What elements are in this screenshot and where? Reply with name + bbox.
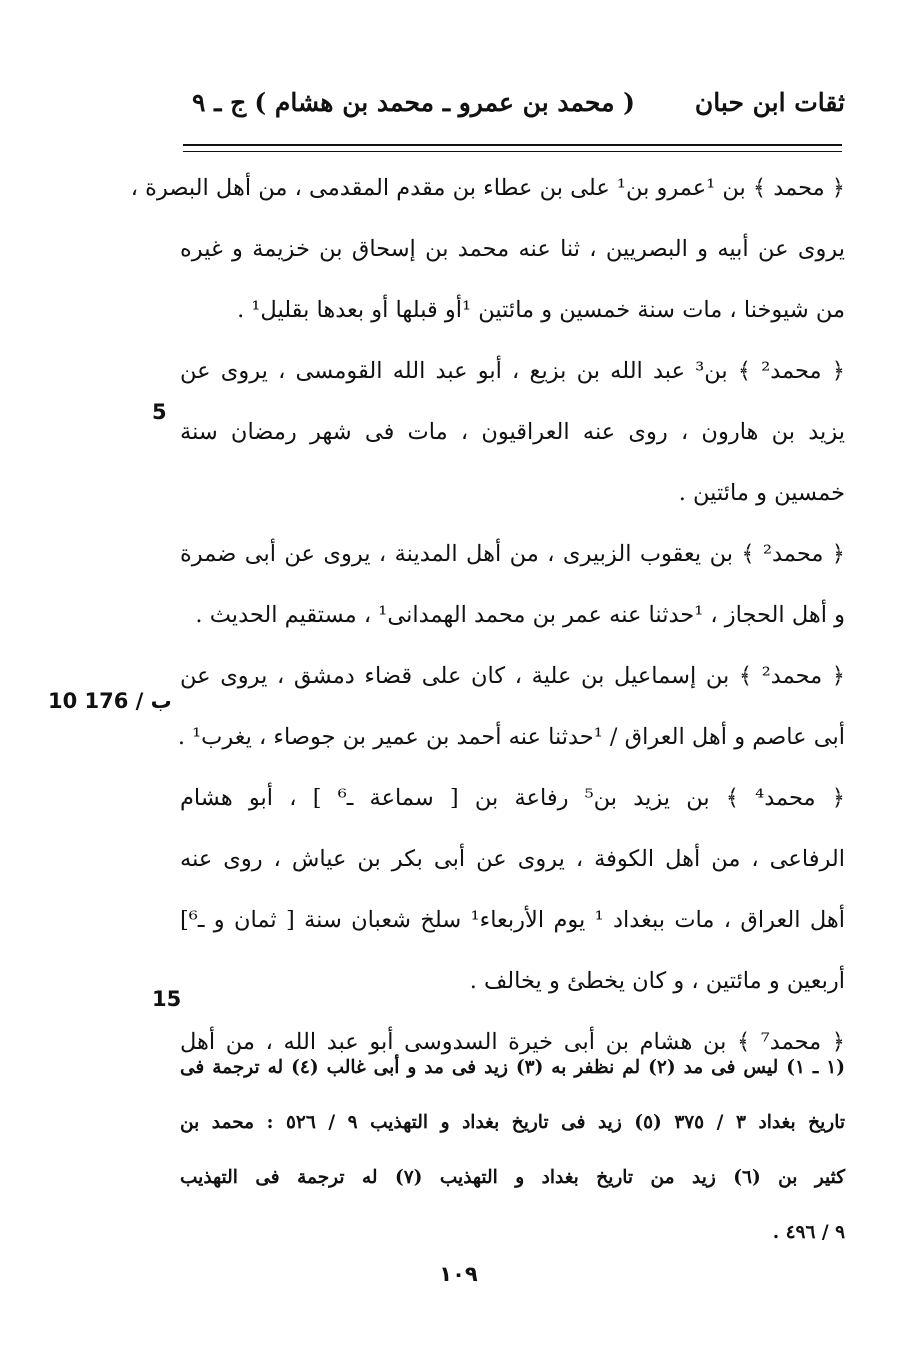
page-number: ١٠٩ bbox=[439, 1262, 478, 1286]
text-line: من شيوخنا ، مات سنة خمسين و مائتين ¹أو قبلها أو بعدها بقليل¹ . bbox=[237, 297, 845, 323]
footnote-line: تاريخ بغداد ٣ / ٣٧٥ (٥) زيد فى تاريخ بغداد و التهذيب ٩ / ٥٢٦ : محمد بن bbox=[180, 1112, 845, 1133]
text-line: و أهل الحجاز ، ¹حدثنا عنه عمر بن محمد الهمدانى¹ ، مستقيم الحديث . bbox=[195, 602, 845, 628]
text-line: الرفاعى ، من أهل الكوفة ، يروى عن أبى بكر بن عياش ، روى عنه bbox=[180, 846, 845, 872]
section-range: ( محمد بن عمرو ـ محمد بن هشام ) bbox=[254, 88, 635, 117]
text-line: ﴿ محمد ﴾ بن ¹عمرو بن¹ على بن عطاء بن مقدم المقدمى ، من أهل البصرة ، bbox=[130, 175, 845, 201]
volume-label: ج ـ ٩ bbox=[192, 88, 247, 117]
text-line: خمسين و مائتين . bbox=[678, 480, 845, 506]
text-line: ﴿ محمد² ﴾ بن³ عبد الله بن بزيع ، أبو عبد الله القومسى ، يروى عن bbox=[180, 358, 845, 384]
header-rule-thick bbox=[183, 144, 842, 146]
footnote-line: ٩ / ٤٩٦ . bbox=[772, 1222, 845, 1243]
text-line: أربعين و مائتين ، و كان يخطئ و يخالف . bbox=[469, 968, 845, 994]
text-line: ﴿ محمد⁷ ﴾ بن هشام بن أبى خيرة السدوسى أبو عبد الله ، من أهل bbox=[180, 1029, 845, 1055]
footnote-line: (١ ـ ١) ليس فى مد (٢) لم نظفر به (٣) زيد فى مد و أبى غالب (٤) له ترجمة فى bbox=[180, 1057, 845, 1078]
text-line: يزيد بن هارون ، روى عنه العراقيون ، مات فى شهر رمضان سنة bbox=[180, 419, 845, 445]
text-line: يروى عن أبيه و البصريين ، ثنا عنه محمد بن إسحاق بن خزيمة و غيره bbox=[180, 236, 845, 262]
text-line: ﴿ محمد² ﴾ بن يعقوب الزبيرى ، من أهل المدينة ، يروى عن أبى ضمرة bbox=[180, 541, 845, 567]
footnote-line: كثير بن (٦) زيد من تاريخ بغداد و التهذيب (٧) له ترجمة فى التهذيب bbox=[180, 1167, 846, 1188]
text-line: ﴿ محمد² ﴾ بن إسماعيل بن علية ، كان على قضاء دمشق ، يروى عن bbox=[180, 663, 845, 689]
running-header bbox=[180, 88, 845, 132]
book-title: ثقات ابن حبان bbox=[694, 88, 845, 117]
line-number-5: 5 bbox=[152, 400, 167, 424]
footnotes bbox=[180, 1040, 845, 1260]
text-line: ﴿ محمد⁴ ﴾ بن يزيد بن⁵ رفاعة بن [ سماعة ـ⁶ ] ، أبو هشام bbox=[180, 785, 845, 811]
header-rule-thin bbox=[183, 151, 842, 152]
line-number-15: 15 bbox=[152, 987, 182, 1011]
text-line: أهل العراق ، مات ببغداد ¹ يوم الأربعاء¹ سلخ شعبان سنة [ ثمان و ـ⁶] bbox=[180, 907, 846, 933]
text-line: أبى عاصم و أهل العراق / ¹حدثنا عنه أحمد بن عمير بن جوصاء ، يغرب¹ . bbox=[177, 724, 845, 750]
line-number-10-folio: 10 176 / ب bbox=[48, 689, 172, 713]
